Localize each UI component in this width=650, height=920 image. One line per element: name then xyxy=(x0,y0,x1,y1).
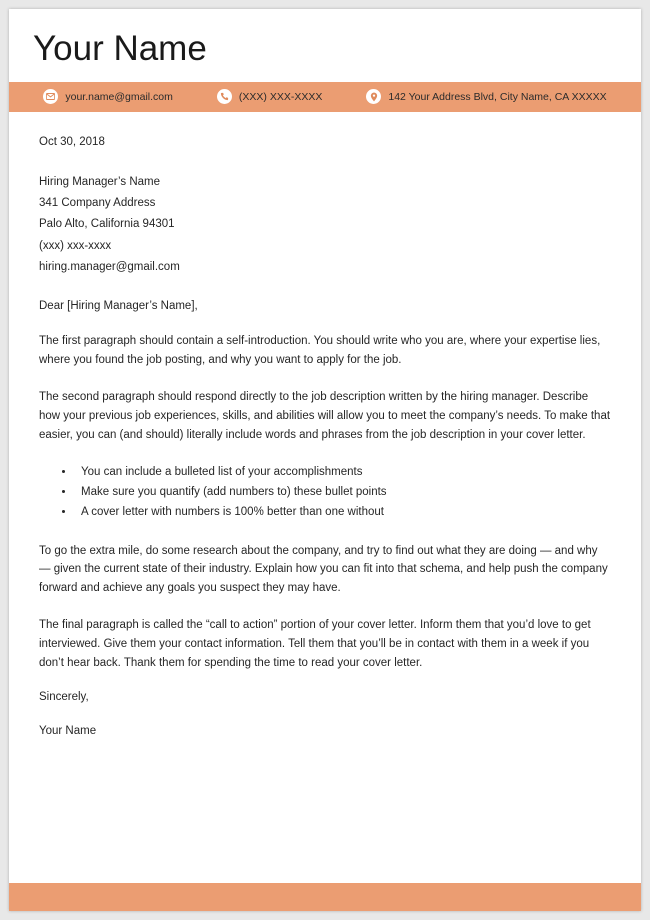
salutation: Dear [Hiring Manager’s Name], xyxy=(39,300,198,313)
accomplishments-list xyxy=(39,463,611,522)
signature: Your Name xyxy=(39,725,97,738)
recipient-line: Palo Alto, California 94301 xyxy=(39,218,175,231)
letter-body xyxy=(9,112,641,738)
document-page xyxy=(9,9,641,911)
footer-bar xyxy=(9,883,641,911)
paragraph-3: To go the extra mile, do some research about the company, and try to find out what they are doing — and why — given the current state of their industry. Explain how you can fit into that schema, and help push the company forward and achieve any goals you suspect they may have. xyxy=(39,544,608,594)
paragraph-1: The first paragraph should contain a self-introduction. You should write who you are, where your expertise lies, where you found the job posting, and why you want to apply for the job. xyxy=(39,335,601,366)
list-item: • You can include a bulleted list of your accomplishments xyxy=(75,463,611,483)
recipient-line: 341 Company Address xyxy=(39,197,156,210)
contact-bar xyxy=(9,82,641,112)
recipient-line: Hiring Manager’s Name xyxy=(39,175,161,188)
location-pin-icon xyxy=(366,89,381,104)
contact-address-text: 142 Your Address Blvd, City Name, CA XXXXX xyxy=(388,90,607,103)
list-item: • Make sure you quantify (add numbers to) these bullet points xyxy=(75,483,611,503)
page-title: Your Name xyxy=(33,29,207,68)
closing: Sincerely, xyxy=(39,691,89,704)
paragraph-2: The second paragraph should respond directly to the job description written by the hiring manager. Describe how your previous job experiences, skills, and abilities will allow you to meet the company’s needs. To make that easier, you can (and should) literally include words and phrases from the job description in your cover letter. xyxy=(39,391,611,441)
paragraph-4: The final paragraph is called the “call to action” portion of your cover letter. Inform them that you’d love to get interviewed. Give them your contact information. Tell them that you’ll be in contact with them in a week if you don’t hear back. Thank them for spending the time to read your cover letter. xyxy=(39,619,591,669)
contact-item-email xyxy=(21,89,195,104)
contact-phone-text: (XXX) XXX-XXXX xyxy=(238,90,323,103)
letter-date: Oct 30, 2018 xyxy=(39,135,105,148)
envelope-icon xyxy=(43,89,58,104)
phone-icon xyxy=(217,89,232,104)
contact-email-text: your.name@gmail.com xyxy=(65,90,173,103)
recipient-block xyxy=(39,172,611,278)
recipient-line: (xxx) xxx-xxxx xyxy=(39,239,112,252)
contact-item-address xyxy=(344,89,628,104)
document-header xyxy=(9,9,641,82)
contact-item-phone xyxy=(195,89,344,104)
list-item: • A cover letter with numbers is 100% better than one without xyxy=(75,503,611,523)
recipient-line: hiring.manager@gmail.com xyxy=(39,260,180,273)
